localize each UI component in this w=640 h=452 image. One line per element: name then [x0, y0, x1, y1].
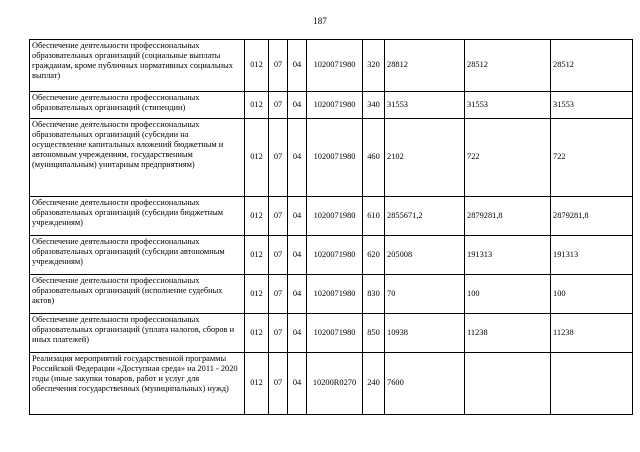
subsection-code-cell: 04 — [288, 92, 307, 119]
table-row — [30, 275, 633, 314]
target-article-cell: 10200R0270 — [307, 353, 363, 415]
target-article-cell: 1020071980 — [307, 197, 363, 236]
amount-year3-cell: 722 — [551, 119, 633, 197]
expense-type-cell: 610 — [363, 197, 385, 236]
table-row — [30, 92, 633, 119]
expense-type-cell: 830 — [363, 275, 385, 314]
page-number: 187 — [313, 16, 327, 26]
amount-year1-cell: 205008 — [385, 236, 465, 275]
section-code-cell: 07 — [269, 92, 288, 119]
ministry-code-cell: 012 — [245, 92, 269, 119]
subsection-code-cell: 04 — [288, 236, 307, 275]
amount-year2-cell: 2879281,8 — [465, 197, 551, 236]
expense-name-cell: Обеспечение деятельности профессиональных образовательных организаций (уплата налогов, сборов и иных платежей) — [30, 314, 245, 353]
target-article-cell: 1020071980 — [307, 92, 363, 119]
expense-type-cell: 620 — [363, 236, 385, 275]
amount-year1-cell: 10938 — [385, 314, 465, 353]
amount-year2-cell: 31553 — [465, 92, 551, 119]
target-article-cell: 1020071980 — [307, 119, 363, 197]
target-article-cell: 1020071980 — [307, 314, 363, 353]
amount-year3-cell: 100 — [551, 275, 633, 314]
subsection-code-cell: 04 — [288, 314, 307, 353]
table-row — [30, 119, 633, 197]
subsection-code-cell: 04 — [288, 197, 307, 236]
ministry-code-cell: 012 — [245, 236, 269, 275]
subsection-code-cell: 04 — [288, 353, 307, 415]
subsection-code-cell: 04 — [288, 40, 307, 92]
expense-name-cell: Обеспечение деятельности профессиональных образовательных организаций (социальные выплаты гражданам, кроме публичных нормативных социальных выплат) — [30, 40, 245, 92]
target-article-cell: 1020071980 — [307, 40, 363, 92]
amount-year3-cell — [551, 353, 633, 415]
amount-year2-cell: 191313 — [465, 236, 551, 275]
expense-type-cell: 850 — [363, 314, 385, 353]
expense-name-cell: Реализация мероприятий государственной программы Российской Федерации «Доступная среда» на 2011 - 2020 годы (иные закупки товаров, работ и услуг для обеспечения государственных (муниципальных) нужд) — [30, 353, 245, 415]
amount-year3-cell: 2879281,8 — [551, 197, 633, 236]
section-code-cell: 07 — [269, 314, 288, 353]
expense-name-cell: Обеспечение деятельности профессиональных образовательных организаций (стипендии) — [30, 92, 245, 119]
table-row — [30, 236, 633, 275]
amount-year1-cell: 70 — [385, 275, 465, 314]
amount-year2-cell: 722 — [465, 119, 551, 197]
section-code-cell: 07 — [269, 119, 288, 197]
target-article-cell: 1020071980 — [307, 275, 363, 314]
section-code-cell: 07 — [269, 236, 288, 275]
amount-year3-cell: 28512 — [551, 40, 633, 92]
expense-type-cell: 240 — [363, 353, 385, 415]
target-article-cell: 1020071980 — [307, 236, 363, 275]
amount-year3-cell: 11238 — [551, 314, 633, 353]
amount-year1-cell: 2102 — [385, 119, 465, 197]
amount-year1-cell: 31553 — [385, 92, 465, 119]
ministry-code-cell: 012 — [245, 314, 269, 353]
amount-year1-cell: 28812 — [385, 40, 465, 92]
ministry-code-cell: 012 — [245, 40, 269, 92]
section-code-cell: 07 — [269, 353, 288, 415]
amount-year2-cell: 28512 — [465, 40, 551, 92]
amount-year1-cell: 7600 — [385, 353, 465, 415]
amount-year3-cell: 191313 — [551, 236, 633, 275]
amount-year2-cell: 11238 — [465, 314, 551, 353]
section-code-cell: 07 — [269, 197, 288, 236]
ministry-code-cell: 012 — [245, 275, 269, 314]
subsection-code-cell: 04 — [288, 119, 307, 197]
ministry-code-cell: 012 — [245, 353, 269, 415]
subsection-code-cell: 04 — [288, 275, 307, 314]
budget-table — [29, 39, 633, 415]
expense-name-cell: Обеспечение деятельности профессиональных образовательных организаций (субсидии бюджетным учреждениям) — [30, 197, 245, 236]
table-row — [30, 40, 633, 92]
expense-type-cell: 340 — [363, 92, 385, 119]
expense-name-cell: Обеспечение деятельности профессиональных образовательных организаций (исполнение судебных актов) — [30, 275, 245, 314]
section-code-cell: 07 — [269, 275, 288, 314]
amount-year2-cell: 100 — [465, 275, 551, 314]
amount-year3-cell: 31553 — [551, 92, 633, 119]
expense-type-cell: 320 — [363, 40, 385, 92]
expense-type-cell: 460 — [363, 119, 385, 197]
table-body — [30, 40, 633, 415]
ministry-code-cell: 012 — [245, 119, 269, 197]
amount-year1-cell: 2855671,2 — [385, 197, 465, 236]
table-row — [30, 197, 633, 236]
table-row — [30, 314, 633, 353]
expense-name-cell: Обеспечение деятельности профессиональных образовательных организаций (субсидии автономным учреждениям) — [30, 236, 245, 275]
section-code-cell: 07 — [269, 40, 288, 92]
amount-year2-cell — [465, 353, 551, 415]
expense-name-cell: Обеспечение деятельности профессиональных образовательных организаций (субсидии на осуществление капитальных вложений бюджетным и автономным учреждениям, государственным (муниципальным) унитарным предприятиям) — [30, 119, 245, 197]
ministry-code-cell: 012 — [245, 197, 269, 236]
table-row — [30, 353, 633, 415]
